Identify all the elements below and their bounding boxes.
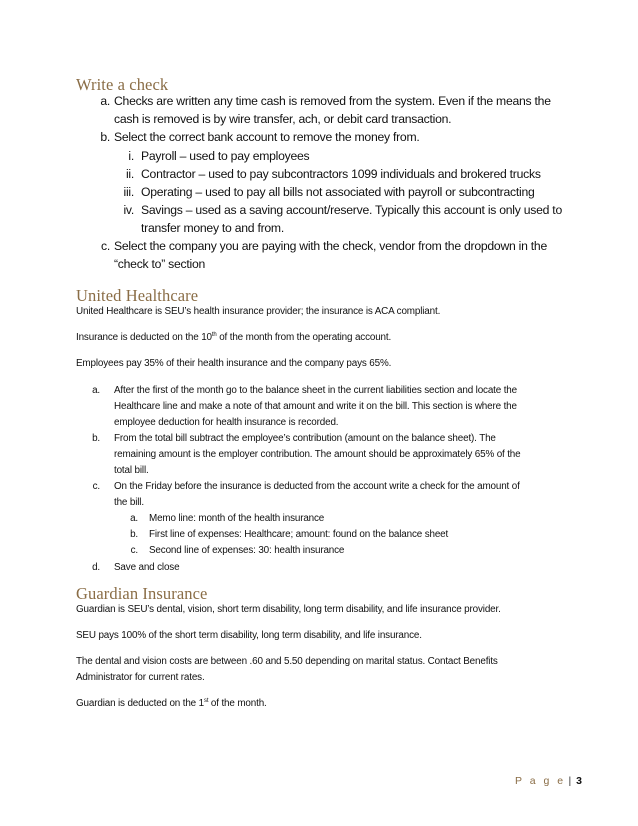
check-item-i-line1: Payroll – used to pay employees bbox=[141, 149, 310, 163]
uhc-paragraph-2: Insurance is deducted on the 10th of the month from the operating account. bbox=[76, 332, 392, 343]
marker-uhc-d: d. bbox=[92, 562, 100, 573]
guardian-paragraph-3-line2: Administrator for current rates. bbox=[76, 672, 205, 683]
marker-check-i: i. bbox=[128, 149, 134, 163]
page-label: P a g e bbox=[514, 775, 566, 787]
heading-guardian-insurance: Guardian Insurance bbox=[76, 584, 208, 603]
guardian-paragraph-4: Guardian is deducted on the 1st of the month. bbox=[76, 698, 267, 709]
marker-check-ii: ii. bbox=[125, 167, 134, 181]
check-item-c-line1: Select the company you are paying with the check, vendor from the dropdown in the bbox=[114, 239, 547, 253]
marker-check-a: a. bbox=[100, 94, 110, 108]
uhc-subitem-c: Second line of expenses: 30: health insurance bbox=[149, 545, 345, 556]
marker-uhc-b: b. bbox=[92, 433, 100, 444]
check-item-iv-line2: transfer money to and from. bbox=[141, 221, 284, 235]
check-item-b-line1: Select the correct bank account to remove the money from. bbox=[114, 130, 420, 144]
uhc-item-b-line1: From the total bill subtract the employee’s contribution (amount on the balance sheet). The bbox=[114, 433, 496, 444]
uhc-subitem-b: First line of expenses: Healthcare; amount: found on the balance sheet bbox=[149, 529, 449, 540]
check-item-iv-line1: Savings – used as a saving account/reserve. Typically this account is only used to bbox=[141, 203, 562, 217]
guardian-paragraph-3-line1: The dental and vision costs are between .60 and 5.50 depending on marital status. Contact Benefits bbox=[76, 656, 498, 667]
uhc-item-a-line1: After the first of the month go to the balance sheet in the current liabilities section and locate the bbox=[114, 385, 517, 396]
uhc-item-c-line1: On the Friday before the insurance is deducted from the account write a check for the amount of bbox=[114, 481, 520, 492]
uhc-item-a-line2: Healthcare line and make a note of that amount and write it on the bill. This section is where the bbox=[114, 401, 517, 412]
marker-uhc-sub-b: b. bbox=[130, 529, 138, 540]
uhc-item-c-line2: the bill. bbox=[114, 497, 144, 508]
uhc-item-a-line3: employee deduction for health insurance is recorded. bbox=[114, 417, 339, 428]
marker-uhc-c: c. bbox=[92, 481, 100, 492]
marker-check-iii: iii. bbox=[123, 185, 134, 199]
check-item-iii-line1: Operating – used to pay all bills not associated with payroll or subcontracting bbox=[141, 185, 535, 199]
check-item-a-line2: cash is removed is by wire transfer, ach, or debit card transaction. bbox=[114, 112, 452, 126]
uhc-item-b-line3: total bill. bbox=[114, 465, 149, 476]
heading-united-healthcare: United Healthcare bbox=[76, 286, 199, 305]
marker-check-c: c. bbox=[101, 239, 110, 253]
page-footer bbox=[515, 775, 582, 787]
check-item-a-line1: Checks are written any time cash is removed from the system. Even if the means the bbox=[114, 94, 551, 108]
check-item-ii-line1: Contractor – used to pay subcontractors 1099 individuals and brokered trucks bbox=[141, 167, 541, 181]
uhc-paragraph-3: Employees pay 35% of their health insurance and the company pays 65%. bbox=[76, 358, 392, 369]
marker-uhc-sub-c: c. bbox=[130, 545, 138, 556]
check-item-c-line2: “check to” section bbox=[114, 257, 206, 271]
marker-uhc-sub-a: a. bbox=[130, 513, 138, 524]
uhc-paragraph-1: United Healthcare is SEU’s health insurance provider; the insurance is ACA compliant. bbox=[76, 306, 441, 317]
heading-write-a-check: Write a check bbox=[76, 75, 169, 94]
marker-uhc-a: a. bbox=[92, 385, 100, 396]
uhc-item-b-line2: remaining amount is the employer contribution. The amount should be approximately 65% of the bbox=[114, 449, 521, 460]
marker-check-iv: iv. bbox=[123, 203, 134, 217]
uhc-subitem-a: Memo line: month of the health insurance bbox=[149, 513, 325, 524]
page-number: 3 bbox=[576, 775, 582, 787]
marker-check-b: b. bbox=[100, 130, 110, 144]
guardian-paragraph-1: Guardian is SEU’s dental, vision, short term disability, long term disability, and life insurance provider. bbox=[76, 604, 501, 615]
footer-separator: | bbox=[568, 775, 572, 787]
uhc-item-d-line1: Save and close bbox=[114, 562, 180, 573]
guardian-paragraph-2: SEU pays 100% of the short term disability, long term disability, and life insurance. bbox=[76, 630, 422, 641]
